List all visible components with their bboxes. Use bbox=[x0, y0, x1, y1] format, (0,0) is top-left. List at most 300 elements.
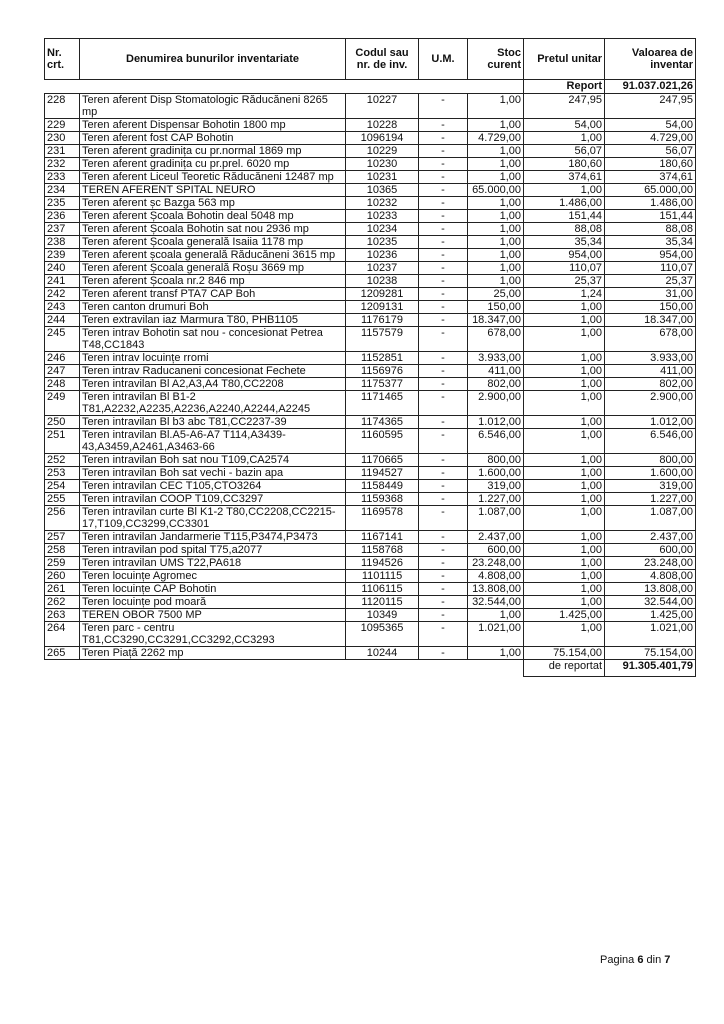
cell-nr: 259 bbox=[45, 557, 80, 570]
table-row bbox=[45, 596, 696, 609]
cell-stoc: 411,00 bbox=[468, 365, 524, 378]
cell-um: - bbox=[419, 249, 468, 262]
table-row bbox=[45, 583, 696, 596]
cell-val: 247,95 bbox=[605, 94, 696, 119]
cell-pret: 1,00 bbox=[524, 596, 605, 609]
cell-um: - bbox=[419, 583, 468, 596]
cell-nr: 256 bbox=[45, 506, 80, 531]
cell-den: Teren aferent Școala Bohotin sat nou 2936 mp bbox=[80, 223, 346, 236]
cell-val: 65.000,00 bbox=[605, 184, 696, 197]
cell-nr: 264 bbox=[45, 622, 80, 647]
cell-um: - bbox=[419, 301, 468, 314]
cell-stoc: 1.087,00 bbox=[468, 506, 524, 531]
cell-nr: 244 bbox=[45, 314, 80, 327]
cell-pret: 247,95 bbox=[524, 94, 605, 119]
cell-pret: 1,00 bbox=[524, 531, 605, 544]
cell-pret: 56,07 bbox=[524, 145, 605, 158]
cell-pret: 1,00 bbox=[524, 391, 605, 416]
page-total: 7 bbox=[664, 954, 671, 966]
table-row bbox=[45, 365, 696, 378]
cell-stoc: 18.347,00 bbox=[468, 314, 524, 327]
cell-val: 23.248,00 bbox=[605, 557, 696, 570]
cell-stoc: 1,00 bbox=[468, 609, 524, 622]
cell-cod: 10232 bbox=[346, 197, 419, 210]
cell-stoc: 1,00 bbox=[468, 158, 524, 171]
cell-nr: 232 bbox=[45, 158, 80, 171]
table-row bbox=[45, 544, 696, 557]
table-row bbox=[45, 493, 696, 506]
header-nr: Nr. crt. bbox=[45, 39, 80, 80]
cell-nr: 242 bbox=[45, 288, 80, 301]
table-row bbox=[45, 609, 696, 622]
cell-cod: 1169578 bbox=[346, 506, 419, 531]
cell-cod: 10228 bbox=[346, 119, 419, 132]
table-row bbox=[45, 145, 696, 158]
table-row bbox=[45, 454, 696, 467]
cell-nr: 247 bbox=[45, 365, 80, 378]
cell-um: - bbox=[419, 352, 468, 365]
cell-um: - bbox=[419, 197, 468, 210]
cell-pret: 1,00 bbox=[524, 132, 605, 145]
cell-cod: 1176179 bbox=[346, 314, 419, 327]
cell-val: 4.808,00 bbox=[605, 570, 696, 583]
cell-um: - bbox=[419, 210, 468, 223]
cell-um: - bbox=[419, 145, 468, 158]
cell-val: 54,00 bbox=[605, 119, 696, 132]
cell-nr: 263 bbox=[45, 609, 80, 622]
cell-stoc: 25,00 bbox=[468, 288, 524, 301]
cell-um: - bbox=[419, 480, 468, 493]
cell-um: - bbox=[419, 223, 468, 236]
cell-stoc: 1,00 bbox=[468, 197, 524, 210]
report-value: 91.037.021,26 bbox=[605, 80, 696, 94]
table-row bbox=[45, 223, 696, 236]
cell-nr: 262 bbox=[45, 596, 80, 609]
cell-den: Teren canton drumuri Boh bbox=[80, 301, 346, 314]
cell-um: - bbox=[419, 275, 468, 288]
cell-nr: 228 bbox=[45, 94, 80, 119]
cell-pret: 1,00 bbox=[524, 622, 605, 647]
cell-stoc: 600,00 bbox=[468, 544, 524, 557]
cell-um: - bbox=[419, 557, 468, 570]
cell-stoc: 2.437,00 bbox=[468, 531, 524, 544]
cell-cod: 1158768 bbox=[346, 544, 419, 557]
header-stoc: Stoc curent bbox=[468, 39, 524, 80]
cell-nr: 245 bbox=[45, 327, 80, 352]
cell-val: 150,00 bbox=[605, 301, 696, 314]
cell-nr: 248 bbox=[45, 378, 80, 391]
cell-um: - bbox=[419, 365, 468, 378]
cell-val: 25,37 bbox=[605, 275, 696, 288]
table-row bbox=[45, 531, 696, 544]
cell-um: - bbox=[419, 416, 468, 429]
cell-den: Teren intrav locuințe rromi bbox=[80, 352, 346, 365]
cell-cod: 1158449 bbox=[346, 480, 419, 493]
table-row bbox=[45, 480, 696, 493]
cell-pret: 88,08 bbox=[524, 223, 605, 236]
cell-stoc: 1.021,00 bbox=[468, 622, 524, 647]
cell-pret: 110,07 bbox=[524, 262, 605, 275]
cell-cod: 1209131 bbox=[346, 301, 419, 314]
cell-val: 802,00 bbox=[605, 378, 696, 391]
header-valoare: Valoarea de inventar bbox=[605, 39, 696, 80]
cell-cod: 1194526 bbox=[346, 557, 419, 570]
cell-nr: 261 bbox=[45, 583, 80, 596]
cell-val: 4.729,00 bbox=[605, 132, 696, 145]
cell-den: Teren locuințe Agromec bbox=[80, 570, 346, 583]
cell-val: 319,00 bbox=[605, 480, 696, 493]
table-row bbox=[45, 158, 696, 171]
cell-nr: 241 bbox=[45, 275, 80, 288]
cell-pret: 1,00 bbox=[524, 352, 605, 365]
table-row bbox=[45, 171, 696, 184]
cell-pret: 1,00 bbox=[524, 493, 605, 506]
cell-stoc: 1,00 bbox=[468, 210, 524, 223]
cell-nr: 258 bbox=[45, 544, 80, 557]
cell-stoc: 4.729,00 bbox=[468, 132, 524, 145]
table-row bbox=[45, 301, 696, 314]
cell-um: - bbox=[419, 288, 468, 301]
cell-stoc: 1,00 bbox=[468, 262, 524, 275]
table-row bbox=[45, 288, 696, 301]
cell-um: - bbox=[419, 596, 468, 609]
cell-val: 1.425,00 bbox=[605, 609, 696, 622]
cell-den: Teren intrav Bohotin sat nou - concesionat Petrea T48,CC1843 bbox=[80, 327, 346, 352]
cell-cod: 10227 bbox=[346, 94, 419, 119]
table-row bbox=[45, 352, 696, 365]
cell-cod: 1152851 bbox=[346, 352, 419, 365]
cell-um: - bbox=[419, 493, 468, 506]
table-row bbox=[45, 570, 696, 583]
table-row bbox=[45, 197, 696, 210]
cell-val: 3.933,00 bbox=[605, 352, 696, 365]
table-row bbox=[45, 327, 696, 352]
cell-stoc: 1,00 bbox=[468, 94, 524, 119]
cell-pret: 1,00 bbox=[524, 557, 605, 570]
cell-den: Teren aferent șc Bazga 563 mp bbox=[80, 197, 346, 210]
cell-den: Teren aferent Școala nr.2 846 mp bbox=[80, 275, 346, 288]
cell-den: Teren intravilan Boh sat vechi - bazin apa bbox=[80, 467, 346, 480]
cell-cod: 1106115 bbox=[346, 583, 419, 596]
cell-stoc: 3.933,00 bbox=[468, 352, 524, 365]
cell-nr: 229 bbox=[45, 119, 80, 132]
cell-nr: 254 bbox=[45, 480, 80, 493]
cell-den: Teren aferent Școala generală Roșu 3669 mp bbox=[80, 262, 346, 275]
cell-den: Teren aferent Disp Stomatologic Răducăneni 8265 mp bbox=[80, 94, 346, 119]
cell-cod: 10244 bbox=[346, 647, 419, 660]
cell-um: - bbox=[419, 391, 468, 416]
cell-stoc: 802,00 bbox=[468, 378, 524, 391]
cell-nr: 239 bbox=[45, 249, 80, 262]
cell-cod: 1209281 bbox=[346, 288, 419, 301]
cell-stoc: 678,00 bbox=[468, 327, 524, 352]
cell-um: - bbox=[419, 119, 468, 132]
table-row bbox=[45, 94, 696, 119]
cell-val: 2.437,00 bbox=[605, 531, 696, 544]
cell-val: 110,07 bbox=[605, 262, 696, 275]
cell-val: 1.227,00 bbox=[605, 493, 696, 506]
cell-um: - bbox=[419, 314, 468, 327]
cell-stoc: 1,00 bbox=[468, 171, 524, 184]
cell-den: Teren intravilan curte Bl K1-2 T80,CC2208,CC2215-17,T109,CC3299,CC3301 bbox=[80, 506, 346, 531]
cell-nr: 243 bbox=[45, 301, 80, 314]
cell-um: - bbox=[419, 506, 468, 531]
cell-cod: 10238 bbox=[346, 275, 419, 288]
cell-stoc: 1.227,00 bbox=[468, 493, 524, 506]
table-row bbox=[45, 314, 696, 327]
cell-stoc: 1.012,00 bbox=[468, 416, 524, 429]
cell-nr: 250 bbox=[45, 416, 80, 429]
cell-val: 2.900,00 bbox=[605, 391, 696, 416]
cell-stoc: 1,00 bbox=[468, 223, 524, 236]
cell-pret: 75.154,00 bbox=[524, 647, 605, 660]
cell-val: 6.546,00 bbox=[605, 429, 696, 454]
cell-den: Teren aferent gradinița cu pr.prel. 6020 mp bbox=[80, 158, 346, 171]
cell-den: Teren Piață 2262 mp bbox=[80, 647, 346, 660]
cell-cod: 10236 bbox=[346, 249, 419, 262]
cell-pret: 1,00 bbox=[524, 570, 605, 583]
cell-den: Teren intravilan Bl A2,A3,A4 T80,CC2208 bbox=[80, 378, 346, 391]
cell-um: - bbox=[419, 378, 468, 391]
cell-pret: 1,00 bbox=[524, 544, 605, 557]
cell-pret: 1,00 bbox=[524, 184, 605, 197]
cell-pret: 35,34 bbox=[524, 236, 605, 249]
cell-stoc: 13.808,00 bbox=[468, 583, 524, 596]
cell-um: - bbox=[419, 609, 468, 622]
cell-val: 32.544,00 bbox=[605, 596, 696, 609]
cell-cod: 1174365 bbox=[346, 416, 419, 429]
cell-pret: 1,00 bbox=[524, 454, 605, 467]
cell-nr: 255 bbox=[45, 493, 80, 506]
cell-um: - bbox=[419, 94, 468, 119]
report-row bbox=[45, 80, 696, 94]
cell-stoc: 2.900,00 bbox=[468, 391, 524, 416]
cell-cod: 1194527 bbox=[346, 467, 419, 480]
cell-val: 374,61 bbox=[605, 171, 696, 184]
cell-cod: 10365 bbox=[346, 184, 419, 197]
cell-pret: 151,44 bbox=[524, 210, 605, 223]
cell-val: 800,00 bbox=[605, 454, 696, 467]
cell-cod: 1167141 bbox=[346, 531, 419, 544]
cell-val: 35,34 bbox=[605, 236, 696, 249]
cell-den: Teren aferent Dispensar Bohotin 1800 mp bbox=[80, 119, 346, 132]
cell-den: Teren intravilan UMS T22,PA618 bbox=[80, 557, 346, 570]
table-row bbox=[45, 132, 696, 145]
cell-cod: 1156976 bbox=[346, 365, 419, 378]
cell-nr: 238 bbox=[45, 236, 80, 249]
table-row bbox=[45, 184, 696, 197]
cell-stoc: 319,00 bbox=[468, 480, 524, 493]
cell-nr: 233 bbox=[45, 171, 80, 184]
cell-den: Teren aferent Școala generală Isaiia 1178 mp bbox=[80, 236, 346, 249]
cell-cod: 1157579 bbox=[346, 327, 419, 352]
report-label: Report bbox=[524, 80, 605, 94]
cell-cod: 10349 bbox=[346, 609, 419, 622]
cell-val: 1.021,00 bbox=[605, 622, 696, 647]
cell-den: Teren intravilan Jandarmerie T115,P3474,P3473 bbox=[80, 531, 346, 544]
cell-nr: 231 bbox=[45, 145, 80, 158]
cell-um: - bbox=[419, 184, 468, 197]
cell-den: Teren intravilan Bl B1-2 T81,A2232,A2235,A2236,A2240,A2244,A2245 bbox=[80, 391, 346, 416]
cell-stoc: 32.544,00 bbox=[468, 596, 524, 609]
cell-stoc: 6.546,00 bbox=[468, 429, 524, 454]
cell-den: Teren parc - centru T81,CC3290,CC3291,CC3292,CC3293 bbox=[80, 622, 346, 647]
cell-cod: 1096194 bbox=[346, 132, 419, 145]
cell-cod: 1170665 bbox=[346, 454, 419, 467]
cell-val: 31,00 bbox=[605, 288, 696, 301]
header-row bbox=[45, 39, 696, 80]
cell-nr: 251 bbox=[45, 429, 80, 454]
cell-pret: 180,60 bbox=[524, 158, 605, 171]
cell-um: - bbox=[419, 570, 468, 583]
cell-pret: 374,61 bbox=[524, 171, 605, 184]
cell-cod: 1120115 bbox=[346, 596, 419, 609]
table-row bbox=[45, 429, 696, 454]
table-row bbox=[45, 262, 696, 275]
cell-nr: 249 bbox=[45, 391, 80, 416]
cell-pret: 1,00 bbox=[524, 314, 605, 327]
cell-pret: 1,00 bbox=[524, 480, 605, 493]
cell-pret: 1.486,00 bbox=[524, 197, 605, 210]
cell-val: 13.808,00 bbox=[605, 583, 696, 596]
cell-stoc: 1,00 bbox=[468, 236, 524, 249]
cell-stoc: 800,00 bbox=[468, 454, 524, 467]
cell-nr: 265 bbox=[45, 647, 80, 660]
cell-nr: 234 bbox=[45, 184, 80, 197]
cell-den: Teren intravilan Bl.A5-A6-A7 T114,A3439-43,A3459,A2461,A3463-66 bbox=[80, 429, 346, 454]
cell-pret: 1,00 bbox=[524, 467, 605, 480]
cell-nr: 235 bbox=[45, 197, 80, 210]
cell-cod: 1095365 bbox=[346, 622, 419, 647]
cell-den: Teren intravilan pod spital T75,a2077 bbox=[80, 544, 346, 557]
table-row bbox=[45, 647, 696, 660]
page-word: Pagina bbox=[600, 954, 635, 966]
cell-stoc: 1,00 bbox=[468, 275, 524, 288]
cell-pret: 1,00 bbox=[524, 378, 605, 391]
cell-den: Teren aferent Școala Bohotin deal 5048 mp bbox=[80, 210, 346, 223]
cell-stoc: 23.248,00 bbox=[468, 557, 524, 570]
cell-val: 954,00 bbox=[605, 249, 696, 262]
cell-stoc: 1.600,00 bbox=[468, 467, 524, 480]
cell-cod: 10230 bbox=[346, 158, 419, 171]
cell-um: - bbox=[419, 132, 468, 145]
cell-val: 56,07 bbox=[605, 145, 696, 158]
cell-um: - bbox=[419, 544, 468, 557]
cell-um: - bbox=[419, 429, 468, 454]
cell-den: Teren intravilan COOP T109,CC3297 bbox=[80, 493, 346, 506]
cell-pret: 1,24 bbox=[524, 288, 605, 301]
cell-cod: 1160595 bbox=[346, 429, 419, 454]
page-number bbox=[600, 954, 670, 966]
cell-cod: 10234 bbox=[346, 223, 419, 236]
cell-val: 1.600,00 bbox=[605, 467, 696, 480]
cell-cod: 10233 bbox=[346, 210, 419, 223]
cell-stoc: 65.000,00 bbox=[468, 184, 524, 197]
cell-um: - bbox=[419, 327, 468, 352]
cell-den: Teren aferent școala generală Răducăneni 3615 mp bbox=[80, 249, 346, 262]
carry-row bbox=[45, 660, 696, 677]
cell-stoc: 1,00 bbox=[468, 647, 524, 660]
cell-um: - bbox=[419, 171, 468, 184]
cell-nr: 236 bbox=[45, 210, 80, 223]
cell-den: Teren locuințe pod moară bbox=[80, 596, 346, 609]
table-row bbox=[45, 236, 696, 249]
cell-den: Teren aferent Liceul Teoretic Răducăneni 12487 mp bbox=[80, 171, 346, 184]
table-row bbox=[45, 210, 696, 223]
header-denumire: Denumirea bunurilor inventariate bbox=[80, 39, 346, 80]
cell-nr: 253 bbox=[45, 467, 80, 480]
cell-val: 151,44 bbox=[605, 210, 696, 223]
cell-stoc: 1,00 bbox=[468, 119, 524, 132]
cell-val: 88,08 bbox=[605, 223, 696, 236]
header-um: U.M. bbox=[419, 39, 468, 80]
cell-den: Teren intrav Raducaneni concesionat Fechete bbox=[80, 365, 346, 378]
cell-stoc: 1,00 bbox=[468, 145, 524, 158]
cell-pret: 1,00 bbox=[524, 416, 605, 429]
carry-value: 91.305.401,79 bbox=[605, 660, 696, 677]
cell-um: - bbox=[419, 454, 468, 467]
cell-den: Teren aferent fost CAP Bohotin bbox=[80, 132, 346, 145]
cell-val: 75.154,00 bbox=[605, 647, 696, 660]
cell-stoc: 150,00 bbox=[468, 301, 524, 314]
cell-val: 600,00 bbox=[605, 544, 696, 557]
header-cod: Codul sau nr. de inv. bbox=[346, 39, 419, 80]
cell-val: 678,00 bbox=[605, 327, 696, 352]
cell-um: - bbox=[419, 236, 468, 249]
cell-nr: 246 bbox=[45, 352, 80, 365]
cell-val: 1.087,00 bbox=[605, 506, 696, 531]
cell-cod: 1175377 bbox=[346, 378, 419, 391]
cell-stoc: 1,00 bbox=[468, 249, 524, 262]
cell-nr: 260 bbox=[45, 570, 80, 583]
cell-pret: 1,00 bbox=[524, 301, 605, 314]
cell-pret: 54,00 bbox=[524, 119, 605, 132]
cell-val: 1.486,00 bbox=[605, 197, 696, 210]
cell-nr: 237 bbox=[45, 223, 80, 236]
header-pret: Pretul unitar bbox=[524, 39, 605, 80]
table-row bbox=[45, 119, 696, 132]
inventory-table bbox=[44, 38, 696, 677]
cell-den: Teren locuințe CAP Bohotin bbox=[80, 583, 346, 596]
cell-nr: 240 bbox=[45, 262, 80, 275]
cell-pret: 1,00 bbox=[524, 327, 605, 352]
table-row bbox=[45, 378, 696, 391]
table-row bbox=[45, 275, 696, 288]
table-row bbox=[45, 391, 696, 416]
cell-val: 18.347,00 bbox=[605, 314, 696, 327]
cell-pret: 1,00 bbox=[524, 429, 605, 454]
cell-den: Teren aferent gradinița cu pr.normal 1869 mp bbox=[80, 145, 346, 158]
cell-nr: 257 bbox=[45, 531, 80, 544]
cell-cod: 1101115 bbox=[346, 570, 419, 583]
cell-den: Teren intravilan Boh sat nou T109,CA2574 bbox=[80, 454, 346, 467]
cell-cod: 10237 bbox=[346, 262, 419, 275]
cell-cod: 10231 bbox=[346, 171, 419, 184]
cell-cod: 10235 bbox=[346, 236, 419, 249]
cell-cod: 1171465 bbox=[346, 391, 419, 416]
cell-nr: 252 bbox=[45, 454, 80, 467]
cell-val: 1.012,00 bbox=[605, 416, 696, 429]
carry-label: de reportat bbox=[524, 660, 605, 677]
cell-pret: 954,00 bbox=[524, 249, 605, 262]
table-row bbox=[45, 557, 696, 570]
cell-cod: 10229 bbox=[346, 145, 419, 158]
cell-den: Teren intravilan Bl b3 abc T81,CC2237-39 bbox=[80, 416, 346, 429]
cell-um: - bbox=[419, 647, 468, 660]
cell-um: - bbox=[419, 262, 468, 275]
page-current: 6 bbox=[637, 954, 644, 966]
table-row bbox=[45, 622, 696, 647]
